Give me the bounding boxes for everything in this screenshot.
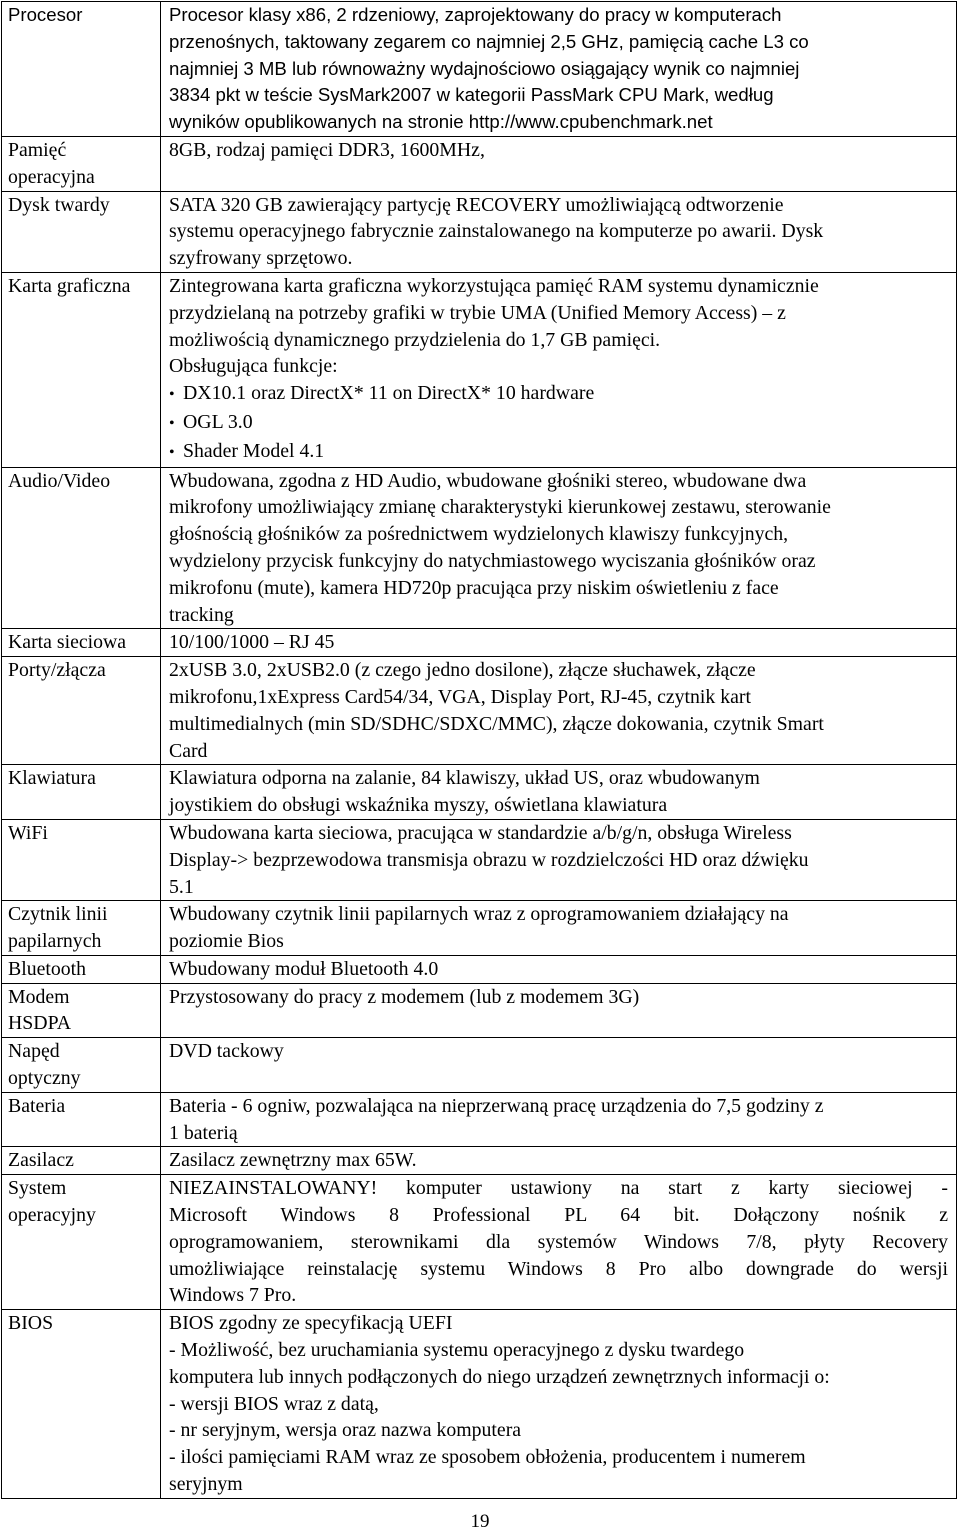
bullet-item <box>169 380 948 409</box>
spec-value-line: głośnością głośników za pośrednictwem wydzielonych klawiszy funkcyjnych, <box>169 523 789 546</box>
spec-value-line: joystikiem do obsługi wskaźnika myszy, oświetlana klawiatura <box>169 794 668 817</box>
spec-value-line: 5.1 <box>169 875 194 898</box>
spec-value-line: NIEZAINSTALOWANY! komputer ustawiony na start z karty sieciowej - <box>169 1177 948 1200</box>
spec-label <box>2 136 161 191</box>
spec-value-line: Klawiatura odporna na zalanie, 84 klawiszy, układ US, oraz wbudowanym <box>169 767 760 790</box>
spec-label-line: BIOS <box>8 1312 54 1335</box>
spec-label-line: Modem <box>8 985 70 1008</box>
spec-row <box>2 765 957 820</box>
spec-value-line: systemu operacyjnego fabrycznie zainstalowanego na komputerze po awarii. Dysk <box>169 220 824 243</box>
spec-label-line: Czytnik linii <box>8 903 108 926</box>
spec-row <box>2 2 957 137</box>
spec-value-line: tracking <box>169 603 234 626</box>
spec-value-line: BIOS zgodny ze specyfikacją UEFI <box>169 1312 453 1335</box>
spec-row <box>2 467 957 629</box>
spec-row <box>2 819 957 900</box>
spec-row <box>2 901 957 956</box>
spec-value-line: najmniej 3 MB lub równoważny wydajnościowo osiągający wynik co najmniej <box>169 57 800 79</box>
spec-row <box>2 1310 957 1499</box>
spec-value-line: 2xUSB 3.0, 2xUSB2.0 (z czego jedno dosilone), złącze słuchawek, złącze <box>169 659 756 682</box>
spec-value-line: DVD tackowy <box>169 1040 284 1063</box>
spec-value-line: SATA 320 GB zawierający partycję RECOVERY umożliwiającą odtworzenie <box>169 193 784 216</box>
spec-value-line: Wbudowany moduł Bluetooth 4.0 <box>169 957 439 980</box>
spec-label <box>2 901 161 956</box>
spec-label <box>2 983 161 1038</box>
spec-label-line: Bateria <box>8 1094 66 1117</box>
bullet-text: Shader Model 4.1 <box>183 439 325 462</box>
spec-value <box>161 983 957 1038</box>
spec-value-line: Wbudowana, zgodna z HD Audio, wbudowane głośniki stereo, wbudowane dwa <box>169 469 807 492</box>
spec-label <box>2 1310 161 1499</box>
spec-value <box>161 629 957 657</box>
spec-row <box>2 191 957 272</box>
spec-label-line: Audio/Video <box>8 469 111 492</box>
spec-label-line: Dysk twardy <box>8 193 110 216</box>
spec-value-line: Procesor klasy x86, 2 rdzeniowy, zaprojektowany do pracy w komputerach <box>169 4 782 25</box>
spec-label-line: Klawiatura <box>8 767 96 790</box>
spec-value <box>161 765 957 820</box>
spec-label-line: operacyjny <box>8 1204 96 1227</box>
spec-value <box>161 955 957 983</box>
spec-value-line: komputera lub innych podłączonych do niego urządzeń zewnętrznych informacji o: <box>169 1365 830 1388</box>
spec-label-line: Karta graficzna <box>8 274 131 297</box>
spec-row <box>2 1038 957 1093</box>
spec-label-line: Bluetooth <box>8 957 87 980</box>
specification-table <box>1 1 957 1499</box>
spec-label-line: Zasilacz <box>8 1149 74 1172</box>
spec-value-line: 3834 pkt w teście SysMark2007 w kategorii PassMark CPU Mark, według <box>169 84 774 106</box>
spec-label-line: operacyjna <box>8 165 95 188</box>
spec-row <box>2 983 957 1038</box>
spec-value-line: Card <box>169 739 208 762</box>
spec-row <box>2 1147 957 1175</box>
spec-label <box>2 272 161 467</box>
spec-label-line: Porty/złącza <box>8 659 106 682</box>
spec-label <box>2 765 161 820</box>
spec-value-line: Wbudowany czytnik linii papilarnych wraz z oprogramowaniem działający na <box>169 903 789 926</box>
spec-value-line: 1 baterią <box>169 1121 238 1144</box>
spec-label-line: Napęd <box>8 1040 60 1063</box>
spec-label <box>2 819 161 900</box>
spec-row <box>2 629 957 657</box>
spec-value <box>161 136 957 191</box>
spec-row <box>2 1175 957 1310</box>
spec-value-line: - wersji BIOS wraz z datą, <box>169 1392 379 1415</box>
spec-value <box>161 272 957 467</box>
spec-value-line: możliwością dynamicznego przydzielenia do 1,7 GB pamięci. <box>169 328 661 351</box>
spec-value-line: 10/100/1000 – RJ 45 <box>169 631 335 654</box>
spec-value-line: mikrofonu,1xExpress Card54/34, VGA, Display Port, RJ-45, czytnik kart <box>169 685 752 708</box>
spec-value-line: Bateria - 6 ogniw, pozwalająca na nieprzerwaną pracę urządzenia do 7,5 godziny z <box>169 1094 824 1117</box>
spec-row <box>2 272 957 467</box>
spec-value <box>161 1147 957 1175</box>
spec-label-line: WiFi <box>8 821 48 844</box>
spec-value-line: Obsługująca funkcje: <box>169 355 338 378</box>
spec-row <box>2 955 957 983</box>
spec-value-line: - nr seryjnym, wersja oraz nazwa komputera <box>169 1419 522 1442</box>
page-number: 19 <box>470 1511 490 1532</box>
spec-value-line: wydzielony przycisk funkcyjny do natychmiastowego wyciszania głośników oraz <box>169 549 816 572</box>
spec-value <box>161 191 957 272</box>
spec-value-line: Zintegrowana karta graficzna wykorzystująca pamięć RAM systemu dynamicznie <box>169 274 819 297</box>
spec-value-line: wyników opublikowanych na stronie http://www.cpubenchmark.net <box>169 111 713 133</box>
bullet-text: OGL 3.0 <box>183 410 253 433</box>
spec-label <box>2 629 161 657</box>
spec-value-line: Windows 7 Pro. <box>169 1284 297 1307</box>
spec-value-line: przydzielaną na potrzeby grafiki w trybie UMA (Unified Memory Access) – z <box>169 301 786 324</box>
spec-value-line: Wbudowana karta sieciowa, pracująca w standardzie a/b/g/n, obsługa Wireless <box>169 821 792 844</box>
spec-label-line: System <box>8 1177 67 1200</box>
spec-label-line: optyczny <box>8 1067 81 1090</box>
spec-value <box>161 1038 957 1093</box>
spec-value-line: szyfrowany sprzętowo. <box>169 247 353 270</box>
spec-label <box>2 191 161 272</box>
bullet-item <box>169 409 948 438</box>
spec-value-line: - Możliwość, bez uruchamiania systemu operacyjnego z dysku twardego <box>169 1339 745 1362</box>
spec-value <box>161 819 957 900</box>
spec-label <box>2 1175 161 1310</box>
spec-value-line: umożliwiające reinstalację systemu Windows 8 Pro albo downgrade do wersji <box>169 1257 948 1280</box>
bullet-text: DX10.1 oraz DirectX* 11 on DirectX* 10 hardware <box>183 382 595 405</box>
spec-row <box>2 657 957 765</box>
spec-value-line: przenośnych, taktowany zegarem co najmniej 2,5 GHz, pamięcią cache L3 co <box>169 30 809 52</box>
spec-label <box>2 1147 161 1175</box>
bullet-item <box>169 438 948 467</box>
spec-label <box>2 2 161 137</box>
spec-value-line: seryjnym <box>169 1473 243 1496</box>
spec-value-line: Display-> bezprzewodowa transmisja obrazu w rozdzielczości HD oraz dźwięku <box>169 848 809 871</box>
spec-label-line: Procesor <box>8 4 83 25</box>
spec-label-line: papilarnych <box>8 930 102 953</box>
spec-label <box>2 467 161 629</box>
spec-label <box>2 1092 161 1147</box>
spec-row <box>2 136 957 191</box>
spec-value-line: poziomie Bios <box>169 930 284 953</box>
spec-value-line: oprogramowaniem, sterownikami dla systemów Windows 7/8, płyty Recovery <box>169 1230 948 1253</box>
spec-value-line: 8GB, rodzaj pamięci DDR3, 1600MHz, <box>169 138 485 161</box>
spec-label-line: HSDPA <box>8 1012 72 1035</box>
spec-label-line: Karta sieciowa <box>8 631 127 654</box>
spec-label <box>2 955 161 983</box>
spec-label-line: Pamięć <box>8 138 67 161</box>
spec-value <box>161 2 957 137</box>
spec-value <box>161 1310 957 1499</box>
spec-value <box>161 1092 957 1147</box>
spec-value-line: Przystosowany do pracy z modemem (lub z modemem 3G) <box>169 985 640 1008</box>
spec-value-line: Zasilacz zewnętrzny max 65W. <box>169 1149 417 1172</box>
spec-value-line: mikrofony umożliwiający zmianę charakterystyki kierunkowej zestawu, sterowanie <box>169 496 831 519</box>
spec-value <box>161 901 957 956</box>
spec-value-line: mikrofonu (mute), kamera HD720p pracująca przy niskim oświetleniu z face <box>169 576 779 599</box>
spec-label <box>2 657 161 765</box>
spec-value-line: Microsoft Windows 8 Professional PL 64 bit. Dołączony nośnik z <box>169 1204 948 1227</box>
specification-table-body <box>2 2 957 1499</box>
spec-row <box>2 1092 957 1147</box>
spec-value <box>161 467 957 629</box>
spec-label <box>2 1038 161 1093</box>
spec-value <box>161 657 957 765</box>
spec-value-line: multimedialnych (min SD/SDHC/SDXC/MMC), złącze dokowania, czytnik Smart <box>169 712 824 735</box>
spec-value <box>161 1175 957 1310</box>
spec-value-line: - ilości pamięciami RAM wraz ze sposobem obłożenia, producentem i numerem <box>169 1446 806 1469</box>
